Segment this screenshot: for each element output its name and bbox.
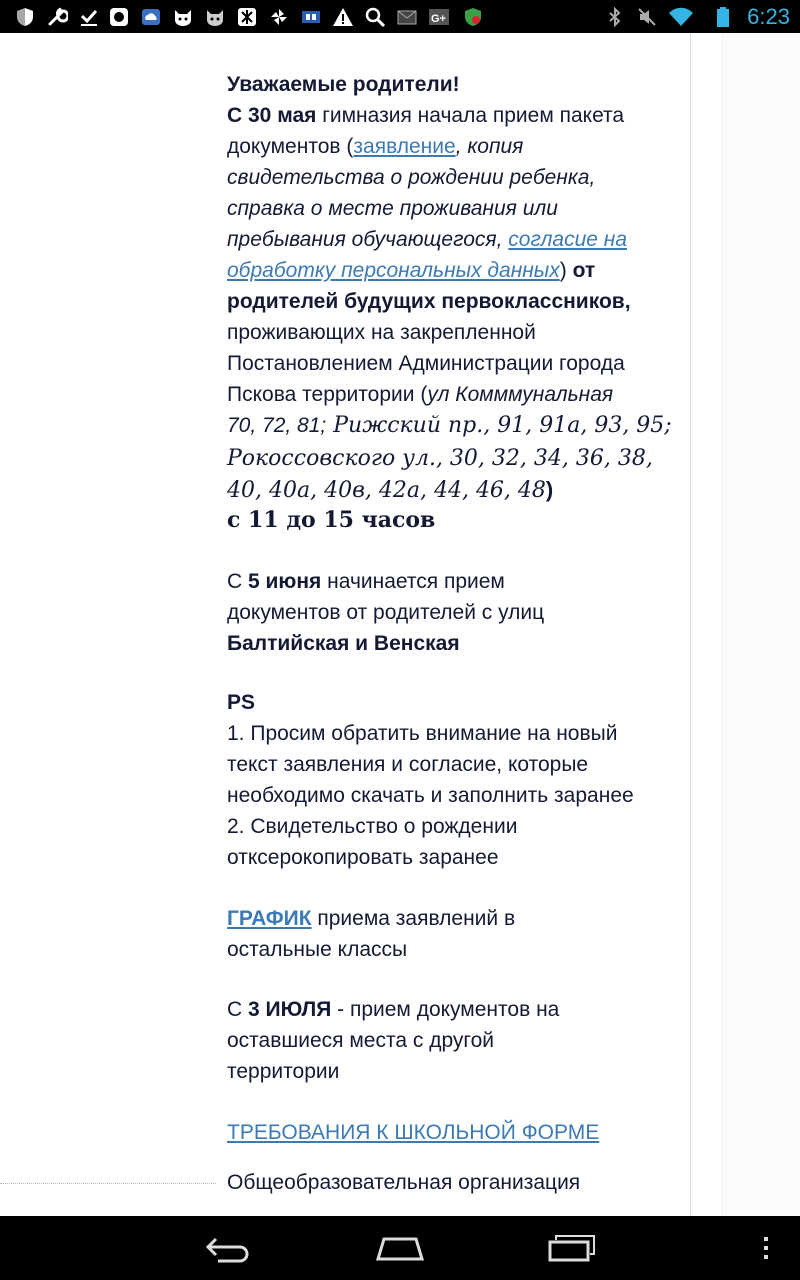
schedule-line: ГРАФИК приема заявлений в bbox=[227, 907, 516, 930]
paragraph-line: справка о месте проживания или bbox=[227, 197, 558, 220]
paragraph-line: Постановлением Администрации города bbox=[227, 352, 625, 375]
navigation-bar bbox=[0, 1216, 800, 1280]
warning-icon bbox=[332, 6, 354, 28]
paragraph-line: проживающих на закрепленной bbox=[227, 321, 536, 344]
recent-apps-button[interactable] bbox=[544, 1230, 600, 1266]
right-margin bbox=[722, 33, 800, 1216]
org-line: Общеобразовательная организация bbox=[227, 1171, 581, 1194]
back-button[interactable] bbox=[200, 1230, 256, 1266]
home-button[interactable] bbox=[370, 1230, 430, 1266]
wrench-icon bbox=[46, 6, 68, 28]
search-icon bbox=[364, 6, 386, 28]
pinwheel-icon bbox=[268, 6, 290, 28]
ps-line: текст заявления и согласие, которые bbox=[227, 753, 589, 776]
paragraph-line: обработку персональных данных) от bbox=[227, 259, 596, 282]
back-icon bbox=[202, 1233, 254, 1263]
paragraph-line: родителей будущих первоклассников, bbox=[227, 290, 631, 313]
schedule-line: остальные классы bbox=[227, 938, 408, 961]
shield-app-icon bbox=[462, 6, 484, 28]
paragraph-line: Рокоссовского ул., 30, 32, 34, 36, 38, bbox=[227, 446, 653, 471]
paragraph-line: С 30 мая гимназия начала прием пакета bbox=[227, 104, 625, 127]
uniform-line bbox=[227, 1117, 599, 1148]
column-divider bbox=[690, 33, 691, 1216]
ps-title: PS bbox=[227, 691, 256, 714]
google-plus-icon bbox=[428, 6, 450, 28]
paragraph-line: 40, 40а, 40в, 42а, 44, 46, 48) bbox=[227, 477, 554, 503]
july-line: С 3 ИЮЛЯ - прием документов на bbox=[227, 998, 560, 1021]
battery-icon bbox=[716, 6, 730, 28]
paragraph-line: Балтийская и Венская bbox=[227, 632, 460, 655]
paragraph-line: Пскова территории (ул Комммунальная bbox=[227, 383, 614, 406]
ps-line: отксерокопировать заранее bbox=[227, 846, 499, 869]
ps-line: необходимо скачать и заполнить заранее bbox=[227, 784, 634, 807]
status-bar bbox=[0, 0, 800, 33]
wifi-icon bbox=[668, 6, 694, 28]
cat-icon bbox=[204, 6, 226, 28]
ps-line: 2. Свидетельство о рождении bbox=[227, 815, 518, 838]
web-page[interactable] bbox=[0, 33, 800, 1216]
home-icon bbox=[372, 1233, 428, 1263]
consent-link[interactable]: согласие на bbox=[508, 228, 628, 251]
ps-line: 1. Просим обратить внимание на новый bbox=[227, 722, 618, 745]
mail-icon bbox=[396, 6, 418, 28]
consent-link-continued[interactable]: обработку персональных данных bbox=[227, 259, 560, 282]
cloud-icon bbox=[140, 6, 162, 28]
paragraph-line: документов (заявление, копия bbox=[227, 135, 524, 158]
checkmark-icon bbox=[78, 6, 100, 28]
menu-button[interactable] bbox=[756, 1230, 776, 1266]
bluetooth-icon bbox=[604, 6, 626, 28]
paragraph-line: свидетельства о рождении ребенка, bbox=[227, 166, 596, 189]
clock: 6:23 bbox=[747, 4, 790, 29]
application-link[interactable]: заявление bbox=[353, 135, 456, 158]
dotted-separator bbox=[0, 1183, 216, 1184]
july-line: оставшиеся места с другой bbox=[227, 1029, 495, 1052]
paragraph-line: 70, 72, 81; Рижский пр., 91, 91а, 93, 95; bbox=[227, 413, 672, 438]
svg-text:G+: G+ bbox=[431, 13, 446, 25]
card-icon bbox=[300, 6, 322, 28]
bug-icon bbox=[236, 6, 258, 28]
cat-icon bbox=[172, 6, 194, 28]
hours: с 11 до 15 часов bbox=[227, 507, 436, 533]
recent-apps-icon bbox=[546, 1232, 598, 1264]
july-line: территории bbox=[227, 1060, 340, 1083]
paragraph-line: С 5 июня начинается прием bbox=[227, 570, 505, 593]
schedule-link[interactable]: ГРАФИК bbox=[227, 907, 312, 930]
overflow-menu-icon bbox=[762, 1235, 770, 1261]
paragraph-line: документов от родителей с улиц bbox=[227, 601, 545, 624]
uniform-link[interactable]: ТРЕБОВАНИЯ К ШКОЛЬНОЙ ФОРМЕ bbox=[227, 1121, 600, 1144]
shield-icon bbox=[14, 6, 36, 28]
app-icon bbox=[108, 6, 130, 28]
mute-icon bbox=[636, 6, 658, 28]
paragraph-line: пребывания обучающегося, согласие на bbox=[227, 228, 628, 251]
greeting: Уважаемые родители! bbox=[227, 73, 460, 96]
